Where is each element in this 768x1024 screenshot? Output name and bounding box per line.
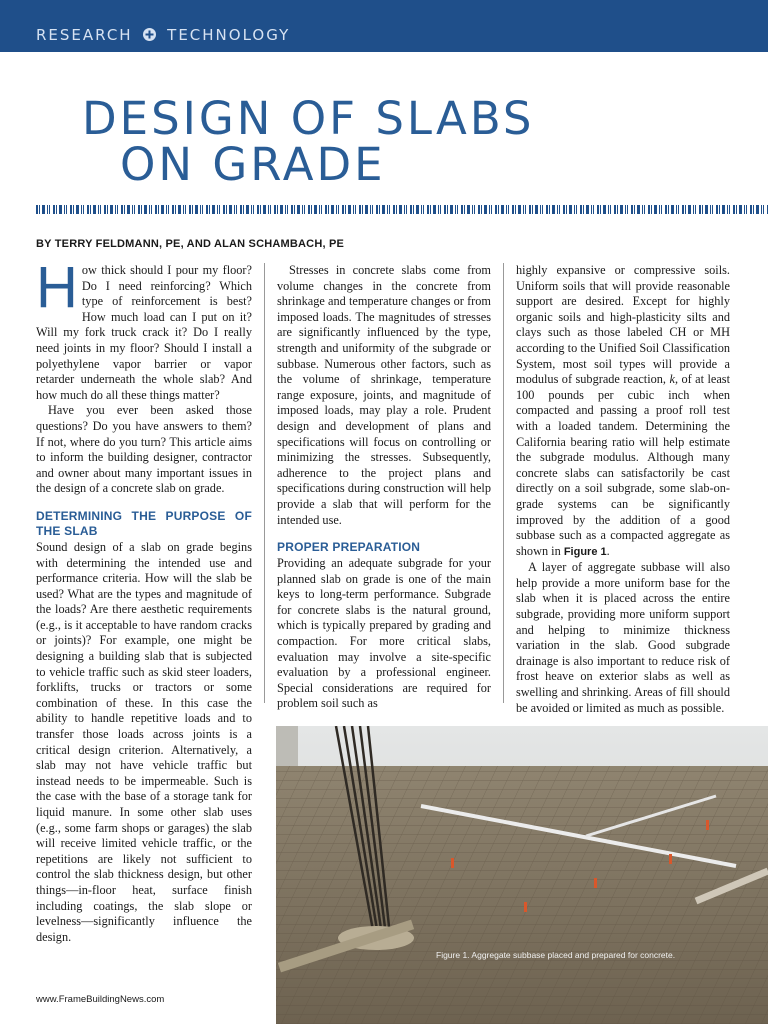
- variable-k: k: [669, 372, 675, 387]
- title-line-1: DESIGN OF SLABS: [82, 92, 535, 145]
- column-2: [277, 263, 491, 712]
- figure-1-photo: [276, 726, 768, 1024]
- column-1: [36, 255, 252, 945]
- section-heading-purpose: DETERMINING THE PURPOSE OF THE SLAB: [36, 508, 252, 538]
- title-line-2: ON GRADE: [120, 138, 386, 191]
- footer-url: www.FrameBuildingNews.com: [36, 994, 165, 1005]
- paragraph: Sound design of a slab on grade begins with determining the intended use and performance criteria. How will the slab be used? What are the types and magnitude of the loads? Are there aesthetic requirements (e.g., is it acceptable to have random cracks or joints)? For example, one might be designing a building slab that is subjected to vehicle traffic such as skid steer loaders, forklifts, trucks or tractors or some combination of these. In this case the ability to handle repetitive loads and to transfer those loads across joints is a critical design criterion. Alternatively, a slab may not have vehicle traffic but instead needs to be impermeable. Such is the case with the base of a storage tank for liquid manure. In some other slab uses (e.g., some farm shops or garages) the slab will receive limited vehicle traffic, or the repetitions are likely not sufficient to control the slab thickness design, but other things—in-floor heat, surface finish including coatings, the slab slope or levelness—significantly influence the design.: [36, 539, 252, 944]
- paragraph: Stresses in concrete slabs come from volume changes in the concrete from shrinkage and temperature changes or from imposed loads. The magnitudes of stresses are significantly influenced by the type, strength and uniformity of the subgrade or subbase. Numerous other factors, such as the volume of shrinkage, temperature range exposure, joints, and magnitude of imposed loads, may play a role. Prudent design and development of plans and specifications will focus on controlling or minimizing the stresses. Subsequently, adherence to the project plans and specifications during construction will help provide a slab that will perform for the intended use.: [277, 263, 491, 527]
- intro-paragraph: [36, 255, 252, 403]
- paragraph: Have you ever been asked those questions? Do you have answers to them? If not, where do you turn? This article aims to inform the building designer, contractor and owner about many important issues in the design of a concrete slab on grade.: [36, 403, 252, 496]
- section-label: [36, 26, 290, 45]
- column-divider: [264, 263, 265, 703]
- drop-cap: H: [36, 255, 78, 320]
- byline: BY TERRY FELDMANN, PE, AND ALAN SCHAMBACH, PE: [36, 238, 345, 250]
- section-label-research: RESEARCH: [36, 26, 133, 44]
- column-divider: [503, 263, 504, 703]
- plus-icon: [143, 27, 156, 45]
- intro-text: ow thick should I pour my floor? Do I need reinforcing? Which type of reinforcement is best? How much load can I put on it? Will my fork truck crack it? Do I really need joints in my floor? Should I install a polyethylene vapor barrier or vapor retarder underneath the whole slab? And how much do all these things matter?: [36, 263, 252, 402]
- figure-reference: Figure 1: [563, 545, 607, 558]
- section-header-bar: [0, 0, 768, 52]
- paragraph: [516, 263, 730, 560]
- text-run: , of at least 100 pounds per cubic inch when compacted and passing a proof roll test with a loaded tandem. Determining the California bearing ratio will help estimate the subgrade modulus. Although many concrete slabs can satisfactorily be cast directly on a soil subgrade, some slab-on-grade systems can be significantly improved by the addition of a good subbase such as a compacted aggregate as shown in: [516, 372, 731, 558]
- text-run: .: [606, 543, 610, 558]
- column-3: [516, 263, 730, 716]
- text-run: highly expansive or compressive soils. Uniform soils that will provide reasonable support are desired. Except for highly organic soils and high-plasticity silts and clays such as those labeled CH or MH according to the Unified Soil Classification System, most soil types will provide a modulus of subgrade reaction,: [516, 263, 730, 387]
- section-heading-preparation: PROPER PREPARATION: [277, 540, 421, 555]
- paragraph: A layer of aggregate subbase will also help provide a more uniform base for the slab when it is placed across the entire subgrade, providing more uniform support and helping to minimize thickness variation in the slab. Good subgrade drainage is also important to reduce risk of frost heave on exterior slabs as well as swelling and shrinking. Areas of fill should be avoided or limited as much as possible.: [516, 560, 730, 715]
- paragraph: Providing an adequate subgrade for your planned slab on grade is one of the main keys to long-term performance. Subgrade for concrete slabs is the natural ground, which is typically prepared by grading and compaction. For more critical slabs, evaluation may involve a site-specific evaluation by a professional engineer. Special considerations are required for problem soil such as: [277, 556, 491, 711]
- article-title: [82, 92, 535, 191]
- decorative-barcode-rule: [36, 205, 768, 214]
- figure-caption: Figure 1. Aggregate subbase placed and prepared for concrete.: [436, 950, 676, 960]
- section-label-technology: TECHNOLOGY: [167, 26, 291, 44]
